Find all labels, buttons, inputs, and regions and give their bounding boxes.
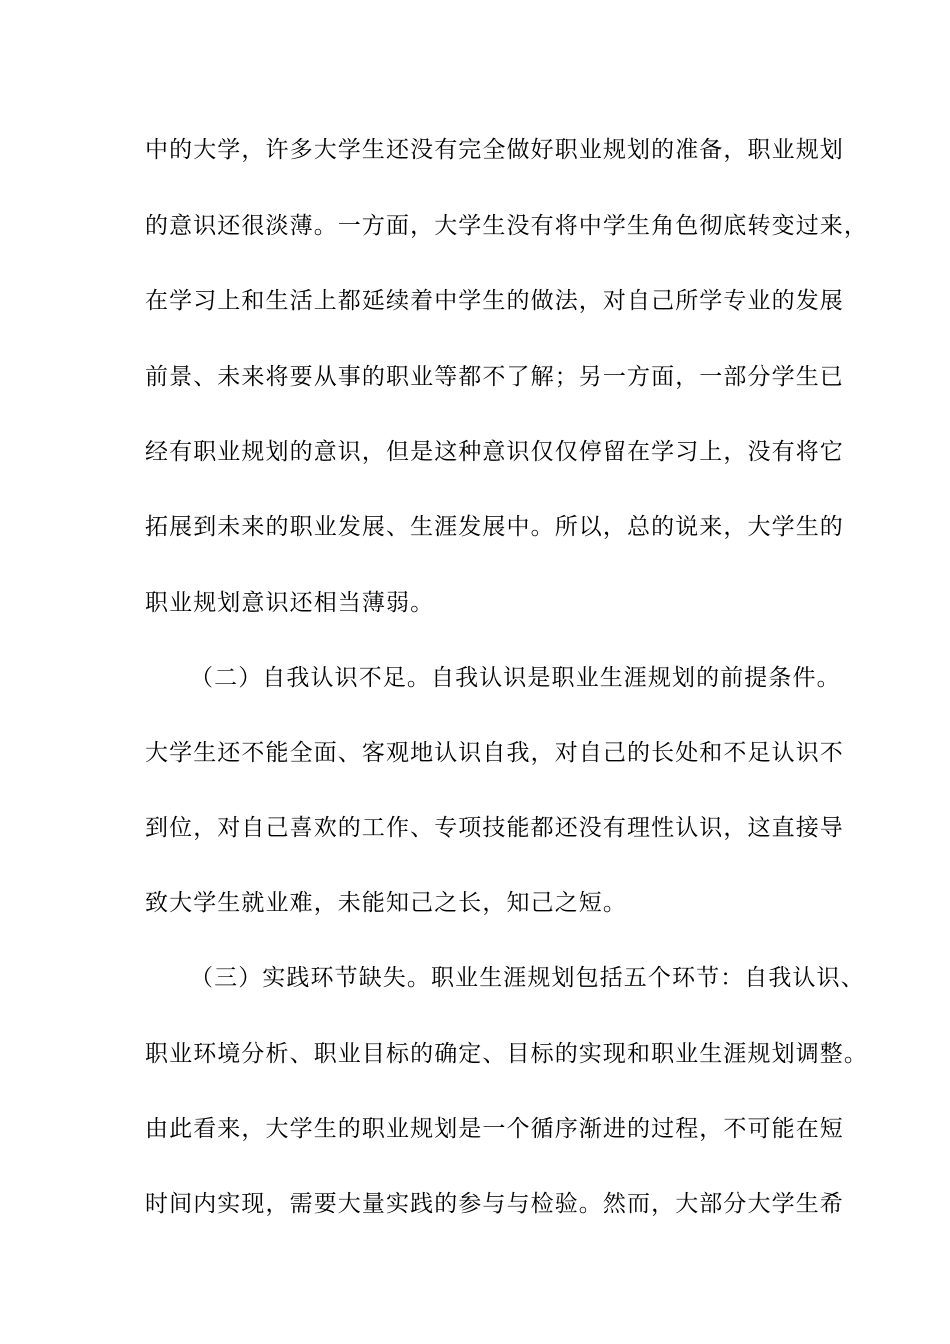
text-line: 拓展到未来的职业发展、生涯发展中。所以，总的说来，大学生的 [145, 514, 844, 540]
text-line: 到位，对自己喜欢的工作、专项技能都还没有理性认识，这直接导 [145, 815, 844, 841]
text-line: 经有职业规划的意识，但是这种意识仅仅停留在学习上，没有将它 [145, 439, 844, 465]
text-line: 大学生还不能全面、客观地认识自我，对自己的长处和不足认识不 [145, 740, 844, 766]
text-line: 职业环境分析、职业目标的确定、目标的实现和职业生涯规划调整。 [145, 1041, 868, 1067]
text-line: 致大学生就业难，未能知己之长，知己之短。 [145, 890, 627, 916]
text-line: 时间内实现，需要大量实践的参与与检验。然而，大部分大学生希 [145, 1191, 844, 1217]
text-line: 职业规划意识还相当薄弱。 [145, 590, 435, 616]
text-line: 在学习上和生活上都延续着中学生的做法，对自己所学专业的发展 [145, 288, 844, 314]
paragraph-heading-3: （三）实践环节缺失。职业生涯规划包括五个环节：自我认识、 [190, 965, 865, 991]
text-line: 中的大学，许多大学生还没有完全做好职业规划的准备，职业规划 [145, 137, 844, 163]
text-line: 的意识还很淡薄。一方面，大学生没有将中学生角色彻底转变过来， [145, 213, 868, 239]
text-line: 由此看来，大学生的职业规划是一个循序渐进的过程，不可能在短 [145, 1116, 844, 1142]
paragraph-heading-2: （二）自我认识不足。自我认识是职业生涯规划的前提条件。 [190, 665, 841, 691]
text-line: 前景、未来将要从事的职业等都不了解；另一方面，一部分学生已 [145, 364, 844, 390]
